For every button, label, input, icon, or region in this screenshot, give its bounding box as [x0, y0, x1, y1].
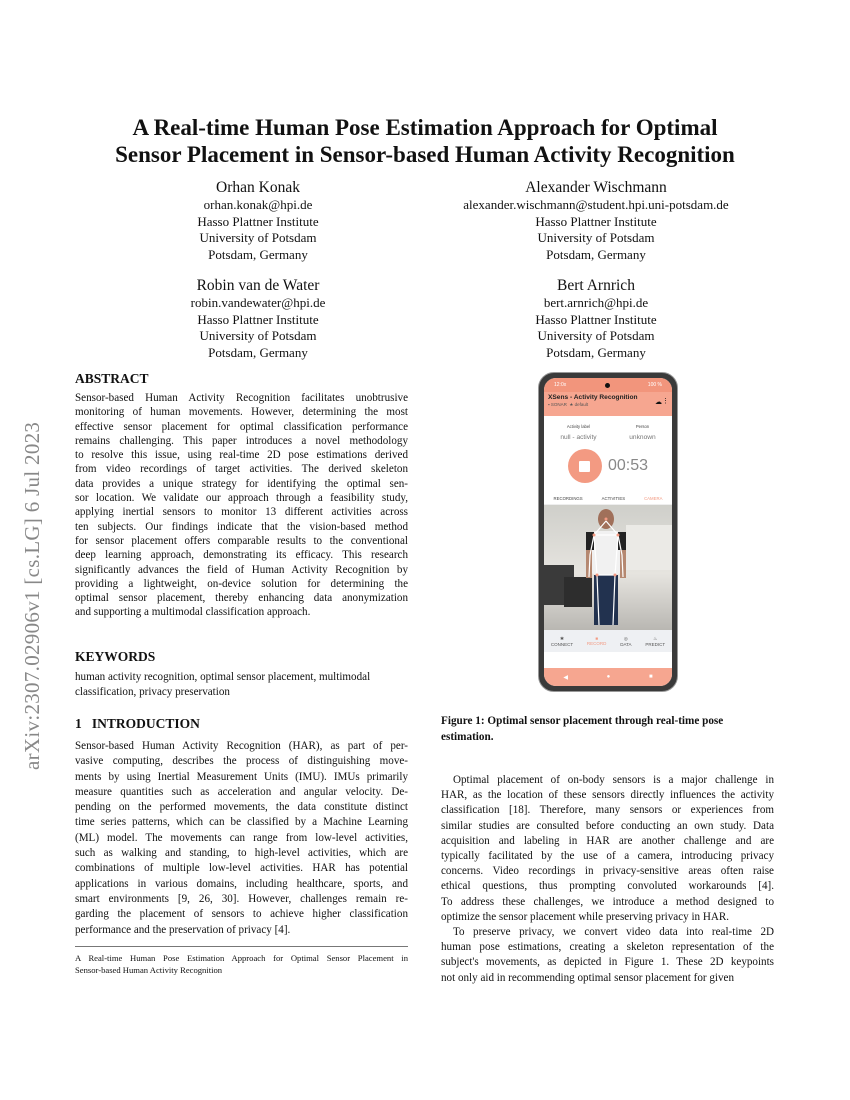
- nav-label: CONNECT: [550, 641, 574, 647]
- tab-recordings[interactable]: RECORDINGS: [553, 495, 583, 501]
- status-battery: 100 %: [647, 382, 662, 388]
- author-university: University of Potsdam: [199, 328, 317, 344]
- text-line: optimize the sensor placement while preserving privacy in HAR.: [441, 910, 730, 923]
- author-university: University of Potsdam: [537, 230, 655, 246]
- more-menu-icon[interactable]: ⋮: [662, 398, 669, 405]
- bluetooth-icon: ✱: [560, 635, 564, 641]
- text-line: garding the placement of sensors to achieve higher classification: [75, 908, 408, 921]
- nav-data[interactable]: [620, 636, 631, 647]
- text-line: Optimal placement of on-body sensors is a major challenge in: [453, 774, 774, 786]
- text-line: ethical questions, thus prompting convoluted workarounds [4].: [441, 880, 774, 893]
- text-line: similar studies are consulted before conducting an own study. Data: [441, 819, 774, 832]
- abstract-body: [75, 391, 408, 620]
- recents-icon[interactable]: ■: [649, 674, 653, 680]
- figure-phone-screenshot: [538, 372, 678, 692]
- section-title: INTRODUCTION: [91, 716, 200, 731]
- nav-label: DATA: [620, 641, 632, 647]
- person-title: Person: [635, 424, 650, 429]
- author-block: [108, 276, 408, 361]
- caption-line: Figure 1: Optimal sensor placement through real-time pose: [441, 715, 724, 727]
- title-line: A Real-time Human Pose Estimation Approach for Optimal: [132, 115, 718, 140]
- app-title: XSens - Activity Recognition: [548, 394, 638, 401]
- author-block: [108, 178, 408, 263]
- right-column-body: [441, 773, 774, 986]
- nav-predict[interactable]: [645, 636, 665, 647]
- author-email: orhan.konak@hpi.de: [203, 197, 313, 212]
- text-line: time series patterns, which can be classified by a Machine Learning: [75, 816, 408, 829]
- footnote-line: A Real-time Human Pose Estimation Approach for Optimal Sensor Placement in: [75, 953, 408, 963]
- tab-activities[interactable]: ACTIVITIES: [601, 495, 626, 501]
- text-line: combinations of multiple low-level activities. HAR has potential: [75, 862, 408, 875]
- text-line: Sensor-based Human Activity Recognition facilitates unobtrusive: [75, 392, 408, 404]
- author-name: Alexander Wischmann: [525, 179, 667, 196]
- activity-label-title: Activity label: [566, 424, 591, 429]
- paper-title: [40, 114, 810, 168]
- author-location: Potsdam, Germany: [546, 344, 646, 360]
- author-name: Bert Arnrich: [557, 277, 635, 294]
- text-line: vasive computing, describes the process of distinguishing move-: [75, 755, 408, 768]
- author-university: University of Potsdam: [537, 328, 655, 344]
- caption-line: estimation.: [441, 731, 494, 743]
- text-line: deep learning approach, demonstrating its efficacy. This research: [75, 549, 408, 562]
- author-email: alexander.wischmann@student.hpi.uni-potsdam.de: [463, 197, 729, 212]
- author-institute: Hasso Plattner Institute: [197, 213, 319, 229]
- device-name: SONAR: [550, 402, 567, 407]
- author-email: robin.vandewater@hpi.de: [190, 295, 326, 310]
- tab-camera[interactable]: CAMERA: [644, 495, 663, 501]
- predict-icon: ♨: [653, 635, 658, 641]
- camera-notch-icon: [605, 383, 610, 388]
- stop-record-button[interactable]: [568, 449, 602, 483]
- text-line: providing a lightweight, on-device solution for determining the: [75, 577, 408, 590]
- nav-label: RECORD: [586, 641, 607, 646]
- text-line: HAR, as the location of these sensors directly influences the activity: [441, 789, 774, 802]
- author-block: [446, 276, 746, 361]
- figure-caption: [441, 713, 776, 745]
- keywords-heading: KEYWORDS: [75, 649, 156, 664]
- text-line: (ML) model. The movements can range from low-level activities,: [75, 831, 408, 844]
- author-email: bert.arnrich@hpi.de: [543, 295, 649, 310]
- text-line: optimal sensor placement, thereby enhancing data anonymization: [75, 592, 408, 605]
- home-icon[interactable]: ●: [606, 674, 611, 680]
- introduction-heading: [75, 716, 200, 732]
- footnote-rule: [75, 946, 408, 947]
- text-line: significantly advances the field of Human Activity Recognition by: [75, 563, 408, 576]
- text-line: human pose estimations, creating a skeleton representation of the: [441, 941, 774, 954]
- nav-connect[interactable]: [551, 636, 573, 647]
- author-location: Potsdam, Germany: [546, 246, 646, 262]
- text-line: subject's movements, as depicted in Figure 1. These 2D keypoints: [441, 956, 774, 969]
- text-line: classification [18]. Therefore, many sensors or experiences from: [441, 804, 774, 817]
- footnote-line: Sensor-based Human Activity Recognition: [75, 965, 223, 975]
- text-line: acquisition and labeling in HAR are another challenge and are: [441, 834, 774, 847]
- text-line: sor location. We validate our approach through a feasibility study,: [75, 492, 408, 505]
- text-line: remains challenging. This paper introduces a novel methodology: [75, 434, 408, 447]
- back-icon[interactable]: ◀: [563, 674, 568, 681]
- text-line: for sensor placement offers comparable results to the conventional: [75, 534, 408, 547]
- tab-bar: [544, 492, 672, 505]
- text-line: pending on the performed movements, the data constitute distinct: [75, 801, 408, 814]
- text-line: and supporting a multimodal classification approach.: [75, 606, 311, 619]
- text-line: ments by using Inertial Measurement Units (IMU). IMUs primarily: [75, 770, 408, 783]
- text-line: applications in various domains, including healthcare, sports, and: [75, 877, 408, 890]
- text-line: smart environments [9, 26, 30]. However, challenges remain re-: [75, 892, 408, 905]
- phone-screen: [544, 378, 672, 686]
- text-line: measure quantities such as acceleration and angular velocity. De-: [75, 785, 408, 798]
- activity-select[interactable]: null - activity: [560, 434, 597, 441]
- title-line: Sensor Placement in Sensor-based Human Activity Recognition: [115, 142, 735, 167]
- system-navigation-bar: [544, 668, 672, 686]
- text-line: such as walking and standing, to high-level activities, which are: [75, 847, 408, 860]
- text-line: ten subjects. Our findings indicate that the vision-based method: [75, 520, 408, 533]
- author-name: Orhan Konak: [216, 179, 300, 196]
- person-select[interactable]: unknown: [629, 434, 656, 441]
- record-icon: ■: [595, 636, 599, 641]
- pose-skeleton-overlay: [544, 505, 672, 630]
- keywords-line: human activity recognition, optimal sensor placement, multimodal: [75, 671, 371, 683]
- text-line: performance and the preservation of privacy [4].: [75, 923, 291, 936]
- cloud-download-icon[interactable]: ☁: [655, 399, 662, 406]
- author-block: [446, 178, 746, 263]
- author-name: Robin van de Water: [196, 277, 320, 294]
- stop-icon: [579, 461, 590, 472]
- arxiv-identifier: arXiv:2307.02906v1 [cs.LG] 6 Jul 2023: [20, 421, 44, 770]
- profile-name: default: [574, 402, 589, 407]
- section-number: 1: [75, 716, 82, 731]
- author-institute: Hasso Plattner Institute: [535, 311, 657, 327]
- nav-record[interactable]: [587, 636, 607, 646]
- status-time: 12:0x: [554, 382, 567, 388]
- author-location: Potsdam, Germany: [208, 246, 308, 262]
- author-institute: Hasso Plattner Institute: [535, 213, 657, 229]
- keywords-line: classification, privacy preservation: [75, 685, 230, 698]
- app-subtitle: ▪ SONAR ★ default: [548, 402, 589, 407]
- nav-label: PREDICT: [645, 641, 666, 647]
- text-line: not only aid in recommending optimal sensor placement for given: [441, 971, 734, 984]
- text-line: monitoring of human movements. However, determining the most: [75, 406, 408, 419]
- introduction-body: [75, 739, 408, 938]
- record-timer: 00:53: [607, 457, 649, 474]
- text-line: concerns. Video recordings in privacy-sensitive areas often raise: [441, 865, 774, 878]
- footnote: [75, 952, 408, 976]
- text-line: applying inertial sensors to monitor 13 different activities across: [75, 506, 408, 519]
- record-controls: [544, 449, 672, 483]
- abstract-heading: ABSTRACT: [75, 371, 149, 386]
- field-labels: [544, 424, 672, 429]
- author-institute: Hasso Plattner Institute: [197, 311, 319, 327]
- keywords-body: [75, 670, 408, 699]
- text-line: to resolve this issue, using real-time 2D pose estimations derived: [75, 449, 408, 462]
- status-bar: [544, 378, 672, 392]
- text-line: from video recordings of target activities. The derived skeleton: [75, 463, 408, 476]
- text-line: effective sensor placement for optimal classification performance: [75, 420, 408, 433]
- field-values: [544, 434, 672, 441]
- app-bar: [544, 392, 672, 416]
- author-location: Potsdam, Germany: [208, 344, 308, 360]
- bottom-navigation: [544, 630, 672, 652]
- text-line: data provides a unique strategy for identifying the optimal sen-: [75, 477, 408, 490]
- text-line: To preserve privacy, we convert video data into real-time 2D: [453, 926, 774, 939]
- text-line: To address these challenges, we introduce a method designed to: [441, 895, 774, 908]
- author-university: University of Potsdam: [199, 230, 317, 246]
- text-line: typically facilitated by the use of a camera, introducing privacy: [441, 850, 774, 863]
- camera-preview: [544, 505, 672, 630]
- text-line: Sensor-based Human Activity Recognition (HAR), as part of per-: [75, 740, 408, 752]
- data-icon: ◎: [623, 635, 628, 641]
